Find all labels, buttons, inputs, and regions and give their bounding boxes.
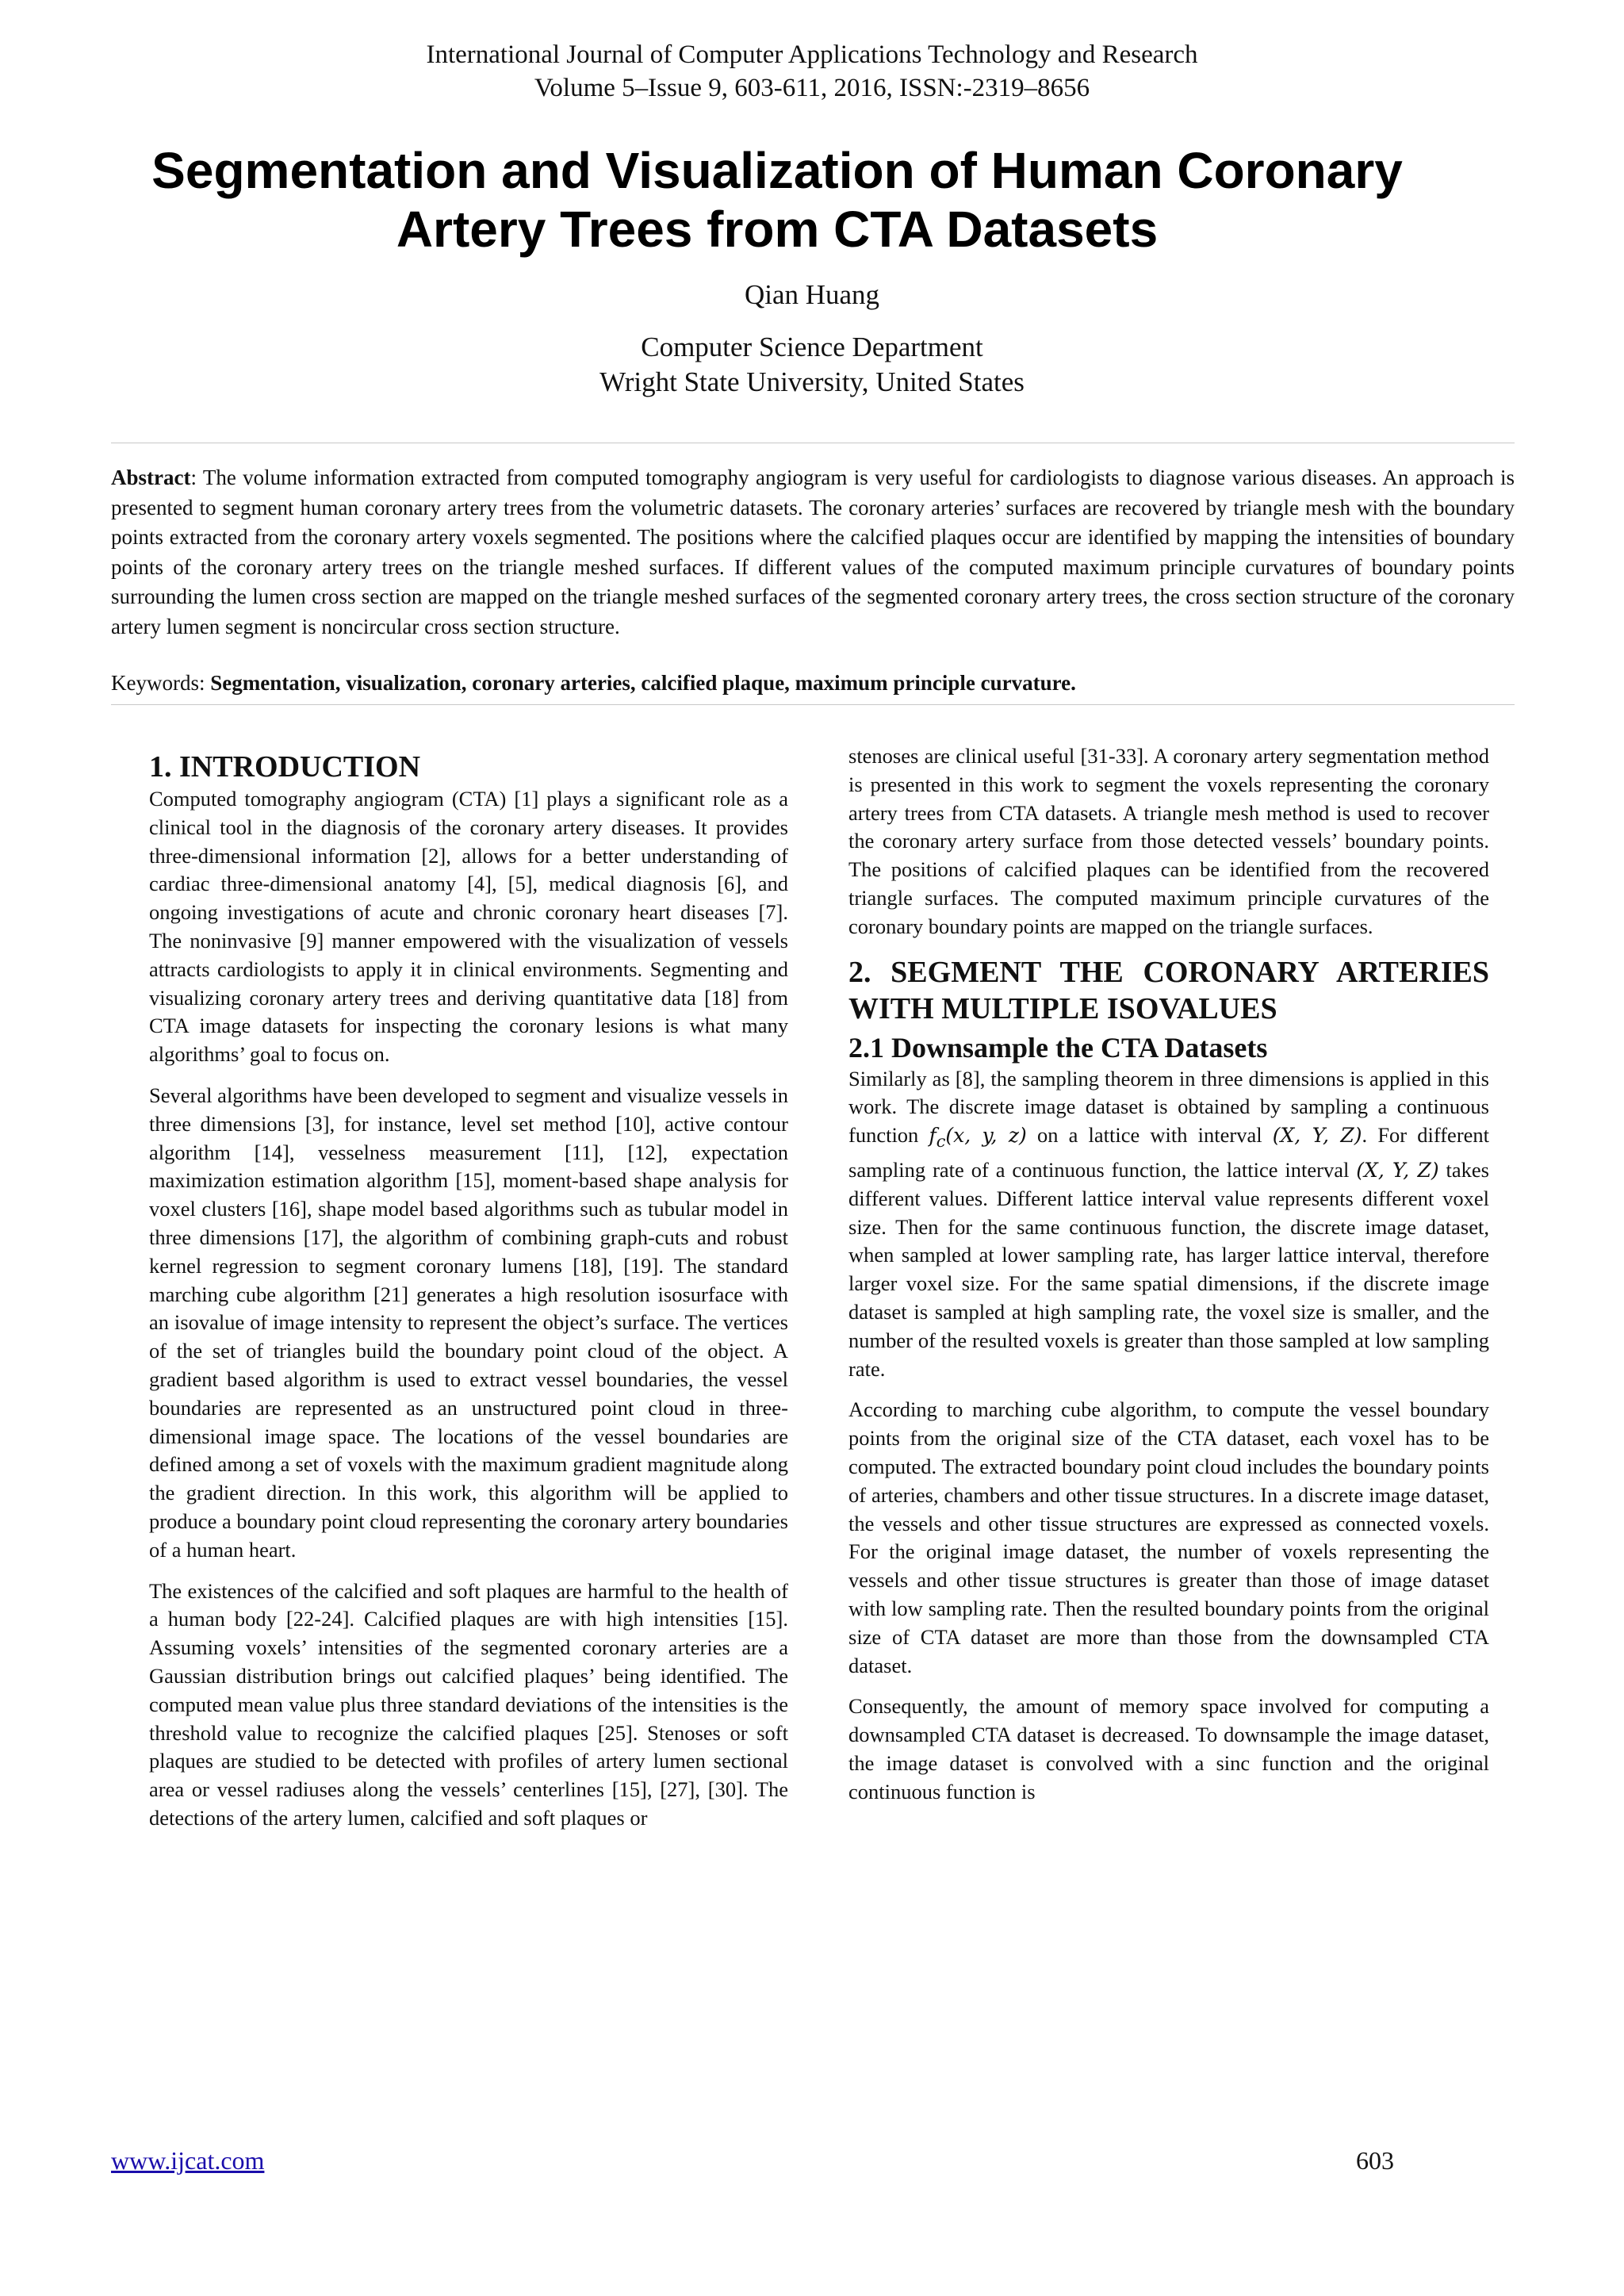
abstract-label: Abstract xyxy=(111,466,191,489)
journal-volume: Volume 5–Issue 9, 603-611, 2016, ISSN:-2319–8656 xyxy=(534,74,1090,102)
keywords-label: Keywords xyxy=(111,671,199,695)
affiliation-university: Wright State University, United States xyxy=(599,366,1025,397)
downsample-paragraph-1: Similarly as [8], the sampling theorem in three dimensions is applied in this work. The discrete image dataset is obtained by sampling a continuous function $f_c(x$, y, z) on a lattice with interval (X, Y, Z). For different sampling rate of a continuous function, the lattice interval (X, Y, Z) takes different values. Different lattice interval value represents different voxel size. Then for the same continuous function, the discrete image dataset, when sampled at lower sampling rate, has larger lattice interval, therefore larger voxel size. For the same spatial dimensions, if the discrete image dataset is sampled at high sampling rate, the voxel size is smaller, and the number of the resulted voxels is greater than those sampled at low sampling rate. xyxy=(848,1066,1490,1381)
section-2-1-heading: 2.1 Downsample the CTA Datasets xyxy=(848,1031,1268,1064)
abstract-text: : The volume information extracted from computed tomography angiogram is very useful for cardiologists to diagnose various diseases. An approach is presented to segment human coronary artery trees from the volumetric datasets. The coronary arteries’ surfaces are recovered by triangle mesh with the boundary points extracted from the coronary artery voxels segmented. The positions where the calcified plaques occur are identified by mapping the intensities of boundary points of the coronary artery trees on the triangle meshed surfaces. If different values of the computed maximum principle curvatures of boundary points surrounding the lumen cross section are mapped on the triangle meshed surfaces of the segmented coronary artery trees, the cross section structure of the coronary artery lumen segment is noncircular cross section structure. xyxy=(111,466,1515,638)
math-interval-2: (X, Y, Z) xyxy=(1356,1158,1439,1182)
section-2-heading: 2. SEGMENT THE CORONARY ARTERIES WITH MULTIPLE ISOVALUES xyxy=(848,955,1489,1025)
footer-website-link[interactable]: www.ijcat.com xyxy=(111,2146,265,2175)
intro-paragraph-2: Several algorithms have been developed to segment and visualize vessels in three dimensions [3], for instance, level set method [10], active contour algorithm [14], vesselness measurement [11], [12], expectation maximization estimation algorithm [15], moment-based shape analysis for voxel clusters [16], shape model based algorithms such as tubular model in three dimensions [17], the algorithm of combining graph-cuts and robust kernel regression to segment coronary lumens [18], [19]. The standard marching cube algorithm [21] generates a high resolution isosurface with an isovalue of image intensity to represent the object’s surface. The vertices of the set of triangles build the boundary point cloud of the object. A gradient based algorithm is used to extract vessel boundaries, the vessel boundaries are represented as an unstructured point cloud in three-dimensional image space. The locations of the vessel boundaries are defined among a set of voxels with the maximum gradient magnitude along the gradient direction. In this work, this algorithm will be applied to produce a boundary point cloud representing the coronary artery boundaries of a human heart. xyxy=(149,1083,788,1562)
right-paragraph-1: stenoses are clinical useful [31-33]. A coronary artery segmentation method is presented in this work to segment the voxels representing the coronary artery trees from CTA datasets. A triangle mesh method is used to recover the coronary artery surface from those detected vessels’ boundary points. The positions of calcified plaques can be identified from the recovered triangle surfaces. The computed maximum principle curvatures of the coronary boundary points are mapped on the triangle surfaces. xyxy=(848,744,1489,938)
keywords-divider xyxy=(111,704,1515,705)
right-column xyxy=(848,742,1489,1819)
journal-name: International Journal of Computer Applications Technology and Research xyxy=(426,40,1198,69)
page-number: 603 xyxy=(1356,2146,1394,2175)
abstract xyxy=(111,463,1515,642)
downsample-paragraph-3: Consequently, the amount of memory space involved for computing a downsampled CTA dataset is decreased. To downsample the image dataset, the image dataset is convolved with a sinc function and the original continuous function is xyxy=(848,1694,1489,1803)
author-affiliation xyxy=(0,330,1624,400)
author-name: Qian Huang xyxy=(744,279,880,310)
keywords: Keywords: Segmentation, visualization, coronary arteries, calcified plaque, maximum principle curvature. xyxy=(111,671,1076,695)
keywords-text: Segmentation, visualization, coronary arteries, calcified plaque, maximum principle curvature. xyxy=(210,671,1076,695)
math-fc: $f_c(x$, y, z) xyxy=(929,1124,1027,1152)
math-interval: (X, Y, Z) xyxy=(1272,1124,1362,1148)
intro-paragraph-3: The existences of the calcified and soft plaques are harmful to the health of a human body [22-24]. Calcified plaques are with high intensities [15]. Assuming voxels’ intensities of the segmented coronary arteries are a Gaussian distribution brings out calcified plaques’ being identified. The computed mean value plus three standard deviations of the intensities is the threshold value to recognize the calcified plaques [25]. Stenoses or soft plaques are studied to be detected with profiles of artery lumen sectional area or vessel radiuses along the vessels’ centerlines [15], [27], [30]. The detections of the artery lumen, calcified and soft plaques or xyxy=(149,1578,788,1830)
journal-header xyxy=(0,38,1624,105)
left-column xyxy=(149,742,788,1846)
paper-title: Segmentation and Visualization of Human Coronary Artery Trees from CTA Datasets xyxy=(151,142,1403,258)
downsample-paragraph-2: According to marching cube algorithm, to compute the vessel boundary points from the original size of the CTA dataset, each voxel has to be computed. The extracted boundary point cloud includes the boundary points of arteries, chambers and other tissue structures. In a discrete image dataset, the vessels and other tissue structures are expressed as connected voxels. For the original image dataset, the number of voxels representing the vessels and other tissue structures is greater than those of image dataset with low sampling rate. Then the resulted boundary points from the original size of CTA dataset are more than those from the downsampled CTA dataset. xyxy=(848,1397,1489,1677)
section-1-heading: 1. INTRODUCTION xyxy=(149,750,421,784)
intro-paragraph-1: Computed tomography angiogram (CTA) [1] plays a significant role as a clinical tool in the diagnosis of the coronary artery diseases. It provides three-dimensional information [2], allows for a better understanding of cardiac three-dimensional anatomy [4], [5], medical diagnosis [6], and ongoing investigations of acute and chronic coronary heart diseases [7]. The noninvasive [9] manner empowered with the visualization of vessels attracts cardiologists to apply it in clinical environments. Segmenting and visualizing coronary artery trees and deriving quantitative data [18] from CTA image datasets for inspecting the coronary lesions is what many algorithms’ goal to focus on. xyxy=(149,787,788,1067)
affiliation-department: Computer Science Department xyxy=(641,332,983,362)
